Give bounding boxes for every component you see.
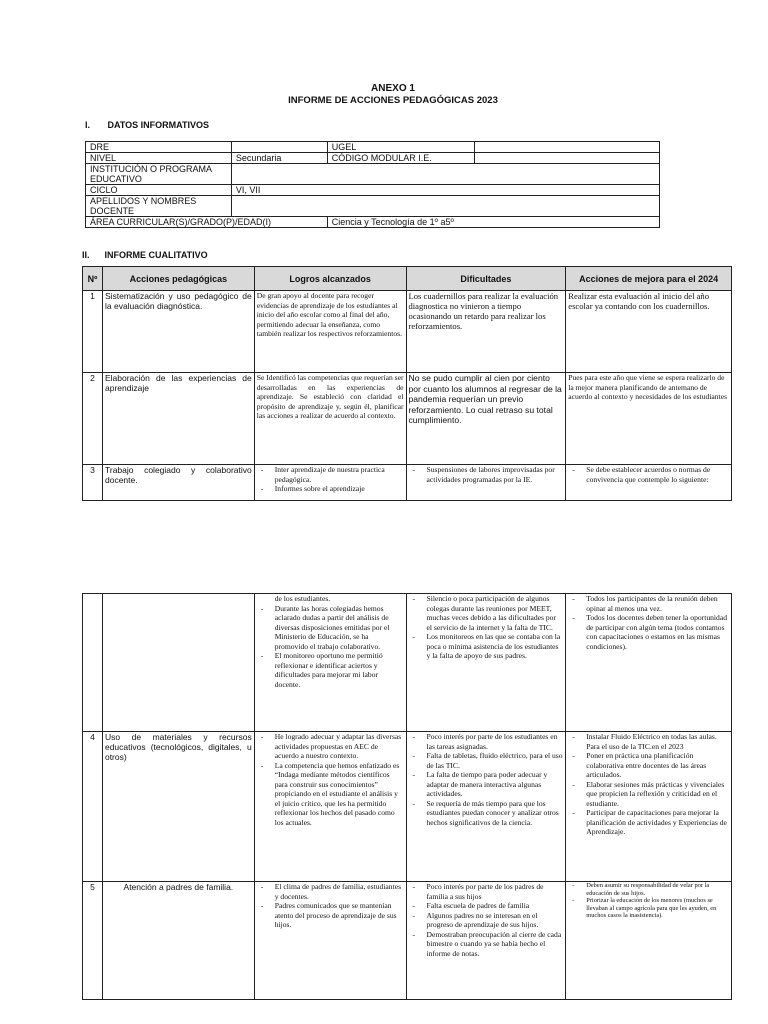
col-header-logros: Logros alcanzados	[254, 267, 406, 291]
table-row	[83, 882, 732, 1000]
institucion-value	[231, 164, 659, 185]
ciclo-value: VI, VII	[231, 185, 659, 196]
info-row-ciclo	[86, 185, 660, 196]
list-item: - Poco interés por parte de los padres de familia a sus hijos	[409, 882, 564, 901]
dre-value	[231, 142, 327, 153]
list-item: - Demostraban preocupación al cierre de cada bimestre o cuando ya se había hecho el informe de notas.	[409, 930, 564, 959]
list-item: - Los monitoreos en las que se contaba con la poca o mínima asistencia de los estudiantes y la falta de apoyo de sus padres.	[409, 632, 564, 661]
row-accion: Sistematización y uso pedagógico de la evaluación diagnóstica.	[102, 291, 254, 373]
info-row-dre	[86, 142, 660, 153]
row-mejora: Pues para este año que viene se espera realizarlo de la mejor manera planificando de antemano de acuerdo al contexto y necesidades de los estudiantes	[566, 373, 732, 465]
list-item: - La falta de tiempo para poder adecuar y adaptar de manera interactiva algunas actividades.	[409, 770, 564, 799]
list-item: - Se debe establecer acuerdos o normas de convivencia que contemple lo siguiente:	[568, 465, 729, 484]
ciclo-label: CICLO	[86, 185, 232, 196]
list-item: - Todos los docentes deben tener la oportunidad de participar con algún tema (todos contamos con capacitaciones o estamos en las mismas condiciones).	[568, 613, 729, 651]
table-row	[83, 291, 732, 373]
info-row-nivel	[86, 153, 660, 164]
nivel-label: NIVEL	[86, 153, 232, 164]
row-dificultades	[406, 882, 566, 1000]
section-number: I.	[85, 120, 91, 130]
list-item: - Falta escuela de padres de familia	[409, 901, 564, 911]
row-number: 5	[83, 882, 103, 1000]
row-dificultad: Los cuadernillos para realizar la evaluación diagnostica no vinieron a tiempo ocasionando un retardo para realizar los reforzamientos.	[406, 291, 566, 373]
list-item: - Priorizar la educación de los menores (muchos se llevaban al campo agrícola para que les ayuden, en muchos casos la inasistencia).	[568, 897, 729, 920]
row-mejora: Realizar esta evaluación al inicio del año escolar ya contando con los cuadernillos.	[566, 291, 732, 373]
row-mejoras	[566, 732, 732, 882]
row-logro: Se Identificó las competencias que requerían ser desarrolladas en las experiencias de aprendizaje. Se estableció con claridad el propósito de aprendizaje y, según él, planificar las acciones a realizar de acuerdo al contexto.	[254, 373, 406, 465]
row-number: 3	[83, 465, 103, 501]
ugel-value	[475, 142, 660, 153]
annex-title: ANEXO 1	[371, 83, 415, 94]
list-item: - Instalar Fluido Eléctrico en todas las aulas. Para el uso de la TIC.en el 2023	[568, 732, 729, 751]
row-accion: Uso de materiales y recursos educativos (tecnológicos, digitales, u otros)	[102, 732, 254, 882]
qualitative-table-continued	[82, 593, 732, 1000]
row-logro: De gran apoyo al docente para recoger evidencias de aprendizaje de los estudiantes al inicio del año escolar como al final del año, permitiendo adecuar la enseñanza, como también realizar los respectivos reforzamientos.	[254, 291, 406, 373]
list-item: - Poco interés por parte de los estudiantes en las tareas asignadas.	[409, 732, 564, 751]
row-accion: Elaboración de las experiencias de aprendizaje	[102, 373, 254, 465]
list-item: - Deben asumir su responsabilidad de velar por la educación de sus hijos.	[568, 882, 729, 897]
list-item: - Poner en práctica una planificación colaborativa entre docentes de las áreas articulados.	[568, 751, 729, 780]
list-item: - Durante las horas colegiadas hemos aclarado dudas a partir del análisis de diversas disposiciones emitidas por el Ministerio de Educación, se ha promovido el trabajo colaborativo.	[257, 604, 404, 652]
section-title: DATOS INFORMATIVOS	[107, 120, 210, 130]
row-number: 2	[83, 373, 103, 465]
list-item: - Falta de tabletas, fluido eléctrico, para el uso de las TIC.	[409, 751, 564, 770]
docente-label: APELLIDOS Y NOMBRES DOCENTE	[86, 196, 232, 217]
area-label: ÁREA CURRICULAR(S)/GRADO(P)/EDAD(I)	[86, 217, 328, 228]
table-header-row	[83, 267, 732, 291]
section-number: II.	[82, 250, 90, 260]
list-item: - Inter aprendizaje de nuestra practica pedagógica.	[257, 465, 404, 484]
codigo-label: CÓDIGO MODULAR I.E.	[327, 153, 475, 164]
row-dificultades	[406, 732, 566, 882]
row-number	[83, 594, 103, 732]
row-mejoras	[566, 882, 732, 1000]
row-number: 4	[83, 732, 103, 882]
col-header-num: Nº	[83, 267, 103, 291]
info-row-area	[86, 217, 660, 228]
table-row	[83, 594, 732, 732]
list-item: - Todos los participantes de la reunión deben opinar al menos una vez.	[568, 594, 729, 613]
section-title: INFORME CUALITATIVO	[104, 250, 208, 260]
row-dificultad: No se pudo cumplir al cien por ciento por cuanto los alumnos al regresar de la pandemia requerían un previo reforzamiento. Lo cual retraso su total cumplimiento.	[406, 373, 566, 465]
area-value: Ciencia y Tecnología de 1º a5º	[327, 217, 659, 228]
col-header-dificultades: Dificultades	[406, 267, 566, 291]
list-item: - Informes sobre el aprendizaje	[257, 484, 404, 494]
table-row	[83, 465, 732, 501]
col-header-acciones: Acciones pedagógicas	[102, 267, 254, 291]
row-dificultades	[406, 594, 566, 732]
list-item: - Padres comunicados que se mantenían atento del proceso de aprendizaje de sus hijos.	[257, 901, 404, 930]
nivel-value: Secundaria	[231, 153, 327, 164]
row-mejoras	[566, 594, 732, 732]
row-mejoras	[566, 465, 732, 501]
docente-value	[231, 196, 659, 217]
list-item: - He logrado adecuar y adaptar las diversas actividades propuestas en AEC de acuerdo a nuestro contexto.	[257, 732, 404, 761]
list-item: - El clima de padres de familia, estudiantes y docentes.	[257, 882, 404, 901]
list-item: - Silencio o poca participación de algunos colegas durante las reuniones por MEET, muchas veces debido a las dificultades por el servicio de la internet y la falta de TIC.	[409, 594, 564, 632]
list-item: - Suspensiones de labores improvisadas por actividades programadas por la IE.	[409, 465, 564, 484]
table-row	[83, 373, 732, 465]
report-title: INFORME DE ACCIONES PEDAGÓGICAS 2023	[288, 95, 498, 106]
row-number: 1	[83, 291, 103, 373]
list-item: - Algunos padres no se interesan en el progreso de aprendizaje de sus hijos.	[409, 911, 564, 930]
info-table	[85, 141, 660, 228]
list-item: - Participar de capacitaciones para mejorar la planificación de actividades y Experiencias de Aprendizaje.	[568, 808, 729, 837]
row-accion	[102, 594, 254, 732]
section-informe-cualitativo	[82, 250, 208, 260]
table-row	[83, 732, 732, 882]
qualitative-table	[82, 266, 732, 501]
row-logros	[254, 732, 406, 882]
col-header-mejora: Acciones de mejora para el 2024	[566, 267, 732, 291]
row-accion: Atención a padres de familia.	[102, 882, 254, 1000]
list-item: - La competencia que hemos enfatizado es “Indaga mediante métodos científicos para construir sus conocimientos” propiciando en el estudiante el análisis y el juicio crítico, que les ha permitido reflexionar los hechos del pasado como los actuales.	[257, 761, 404, 828]
institucion-label: INSTITUCIÓN O PROGRAMA EDUCATIVO	[86, 164, 232, 185]
row-dificultades	[406, 465, 566, 501]
row-logros	[254, 882, 406, 1000]
info-row-institucion	[86, 164, 660, 185]
dre-label: DRE	[86, 142, 232, 153]
continued-text: de los estudiantes.	[274, 594, 331, 603]
list-item: - El monitoreo oportuno me permitió reflexionar e identificar aciertos y dificultades para mejorar mi labor docente.	[257, 651, 404, 689]
row-logros	[254, 465, 406, 501]
info-row-docente	[86, 196, 660, 217]
row-accion: Trabajo colegiado y colaborativo docente.	[102, 465, 254, 501]
list-item: - Se requería de más tiempo para que los estudiantes puedan conocer y analizar otros hechos significativos de la ciencia.	[409, 799, 564, 828]
row-logros	[254, 594, 406, 732]
ugel-label: UGEL	[327, 142, 475, 153]
section-datos-informativos	[85, 120, 209, 130]
codigo-value	[475, 153, 660, 164]
list-item: - Elaborar sesiones más prácticas y vivenciales que propicien la reflexión y criticidad en el estudiante.	[568, 780, 729, 809]
